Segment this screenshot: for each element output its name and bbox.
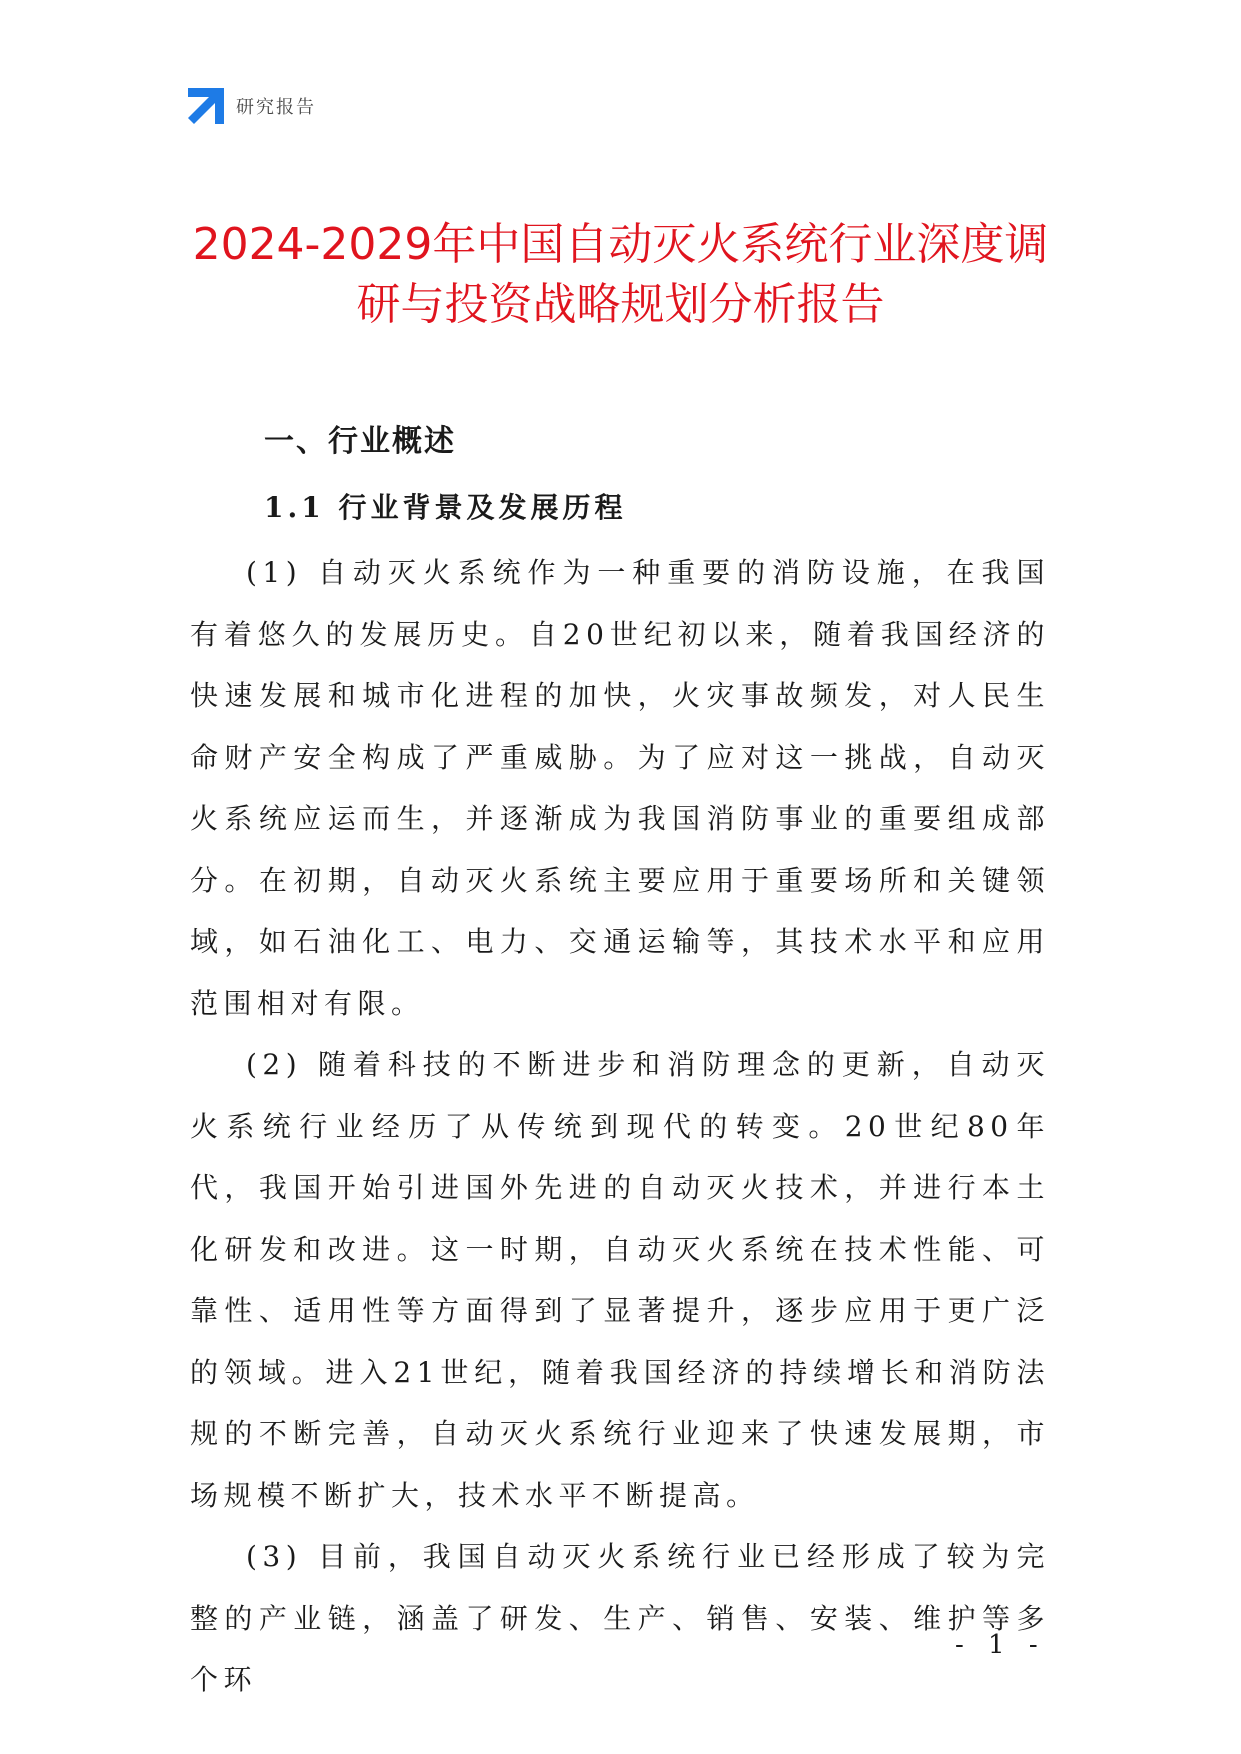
report-header bbox=[188, 88, 316, 124]
title-line-1: 2024-2029年中国自动灭火系统行业深度调 bbox=[192, 219, 1049, 270]
document-title bbox=[150, 215, 1091, 335]
document-body bbox=[190, 414, 1050, 1711]
page-number: - 1 - bbox=[955, 1630, 1046, 1660]
paragraph-3: (3) 目前，我国自动灭火系统行业已经形成了较为完整的产业链，涵盖了研发、生产、销售、安装、维护等多个环 bbox=[190, 1540, 1050, 1696]
title-line-2: 研与投资战略规划分析报告 bbox=[356, 279, 885, 330]
arrow-logo-icon bbox=[188, 88, 224, 124]
paragraph-1: (1) 自动灭火系统作为一种重要的消防设施，在我国有着悠久的发展历史。自20世纪初以来，随着我国经济的快速发展和城市化进程的加快，火灾事故频发，对人民生命财产安全构成了严重威胁。为了应对这一挑战，自动灭火系统应运而生，并逐渐成为我国消防事业的重要组成部分。在初期，自动灭火系统主要应用于重要场所和关键领域，如石油化工、电力、交通运输等，其技术水平和应用范围相对有限。 bbox=[190, 556, 1050, 1020]
section-heading: 一、行业概述 bbox=[264, 424, 456, 459]
paragraph-2: (2) 随着科技的不断进步和消防理念的更新，自动灭火系统行业经历了从传统到现代的转变。20世纪80年代，我国开始引进国外先进的自动灭火技术，并进行本土化研发和改进。这一时期，自动灭火系统在技术性能、可靠性、适用性等方面得到了显著提升，逐步应用于更广泛的领域。进入21世纪，随着我国经济的持续增长和消防法规的不断完善，自动灭火系统行业迎来了快速发展期，市场规模不断扩大，技术水平不断提高。 bbox=[190, 1048, 1050, 1512]
subsection-heading: 1.1 行业背景及发展历程 bbox=[264, 491, 627, 524]
header-label: 研究报告 bbox=[236, 97, 316, 118]
